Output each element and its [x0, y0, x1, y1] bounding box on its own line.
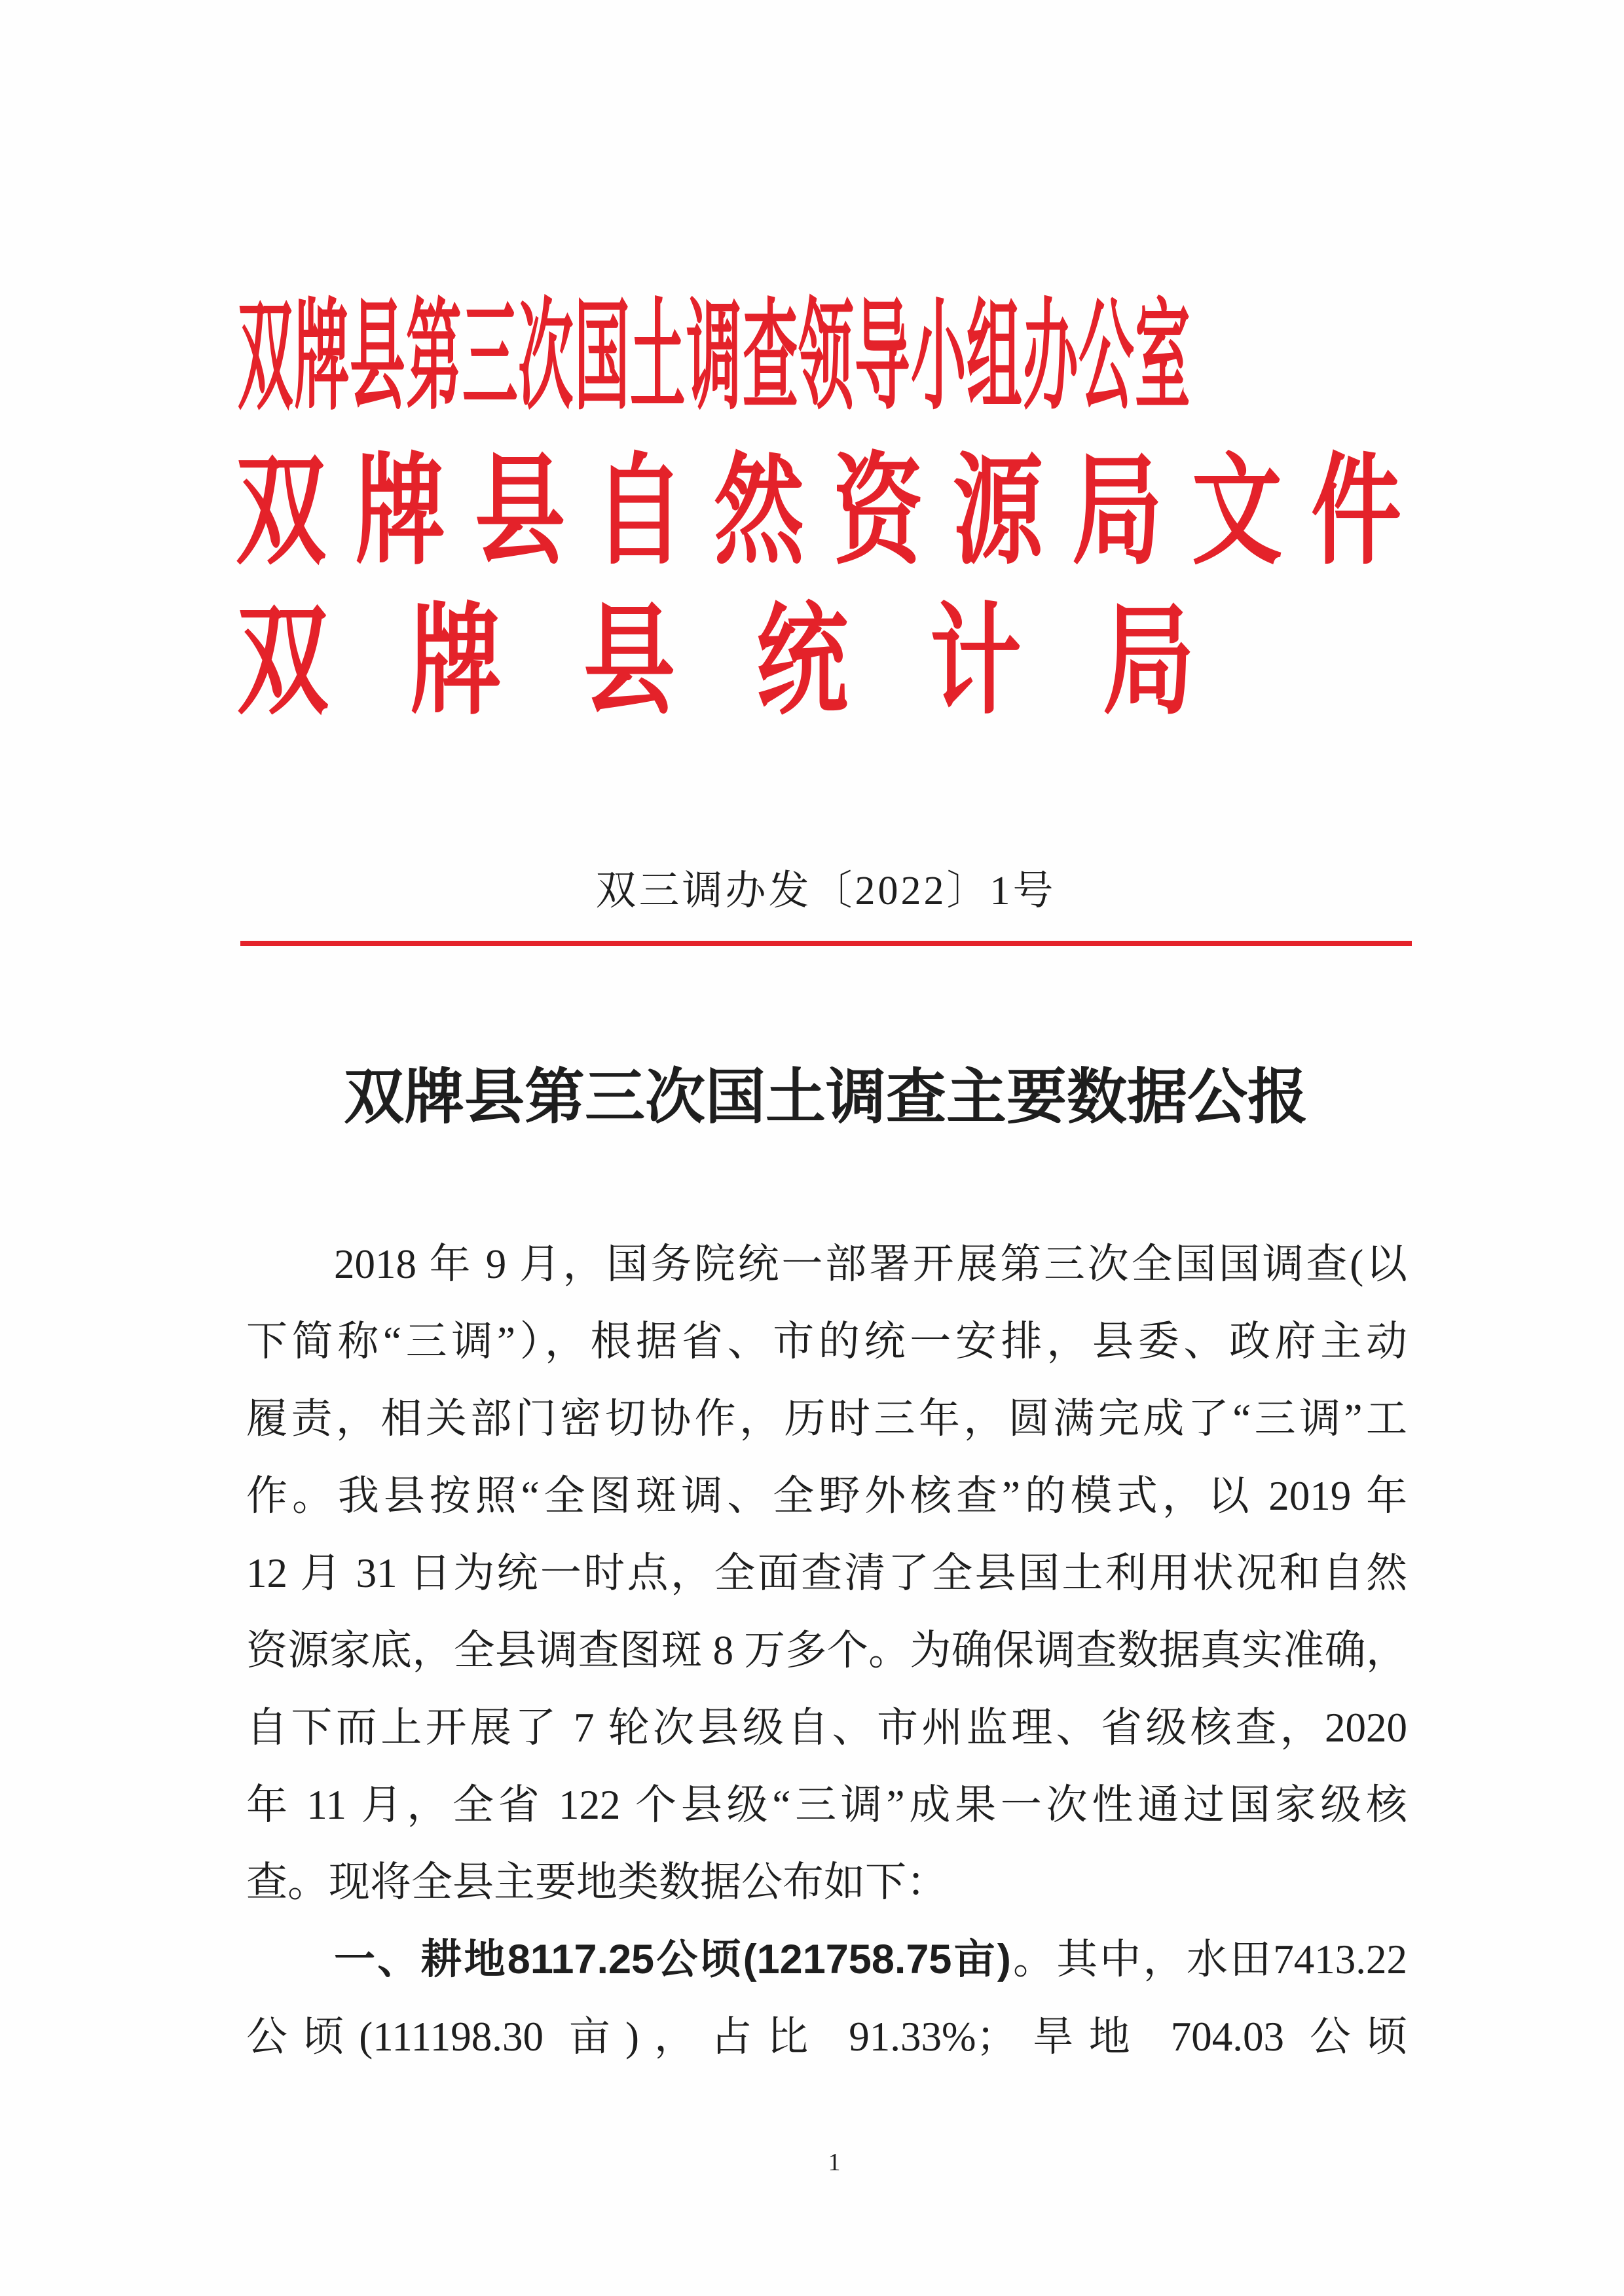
section-1-text: 。其中，水田7413.22 — [1010, 1937, 1407, 1982]
issuer-char: 国 — [574, 291, 630, 424]
section-1-heading: 一、耕地8117.25公顷(121758.75亩) — [334, 1937, 1011, 1982]
issuer-char: 牌 — [410, 595, 502, 729]
issuer-char: 县 — [583, 595, 675, 729]
red-divider-rule — [240, 941, 1412, 946]
issuer-char: 小 — [910, 291, 967, 424]
issuer-header-line-1 — [238, 291, 1190, 424]
body-line: 查。现将全县主要地类数据公布如下： — [246, 1859, 948, 1905]
issuer-header-line-3 — [237, 595, 1194, 729]
issuer-char: 文 — [1191, 445, 1282, 579]
body-line: 作。我县按照“全图斑调、全野外核查”的模式，以 2019 年 — [246, 1473, 1407, 1519]
issuer-char: 源 — [952, 445, 1043, 579]
document-number: 双三调办发〔2022〕1号 — [595, 869, 1056, 913]
issuer-char: 组 — [967, 291, 1022, 424]
issuer-char: 件 — [1310, 445, 1401, 579]
issuer-char: 局 — [1072, 445, 1163, 579]
issuer-char: 局 — [1102, 595, 1194, 729]
issuer-char: 次 — [518, 291, 574, 424]
issuer-char: 县 — [474, 445, 565, 579]
body-line: 自下而上开展了 7 轮次县级自、市州监理、省级核查，2020 — [246, 1705, 1407, 1751]
issuer-char: 自 — [594, 445, 685, 579]
issuer-char: 办 — [1022, 291, 1079, 424]
body-line: 公顷(111198.30 亩)，占比 91.33%；旱地 704.03 公顷 — [246, 2014, 1407, 2060]
body-line: 履责，相关部门密切协作，历时三年，圆满完成了“三调”工 — [246, 1396, 1407, 1442]
issuer-char: 三 — [462, 291, 518, 424]
body-line: 年 11 月，全省 122 个县级“三调”成果一次性通过国家级核 — [246, 1782, 1407, 1828]
issuer-char: 调 — [686, 291, 742, 424]
section-1-first-line — [246, 1921, 1407, 1998]
issuer-char: 计 — [929, 595, 1022, 729]
issuer-char: 双 — [237, 595, 329, 729]
issuer-char: 统 — [756, 595, 849, 729]
body-line: 资源家底，全县调查图斑 8 万多个。为确保调查数据真实准确， — [246, 1628, 1407, 1673]
issuer-char: 双 — [238, 291, 293, 424]
page-number: 1 — [828, 2149, 841, 2176]
issuer-char: 室 — [1135, 291, 1190, 424]
document-title: 双牌县第三次国土调查主要数据公报 — [343, 1064, 1308, 1131]
body-line: 12 月 31 日为统一时点，全面查清了全县国土利用状况和自然 — [246, 1550, 1407, 1596]
issuer-char: 然 — [713, 445, 804, 579]
issuer-char: 导 — [854, 291, 910, 424]
issuer-char: 资 — [833, 445, 924, 579]
issuer-char: 双 — [236, 445, 327, 579]
issuer-char: 县 — [350, 291, 405, 424]
body-line: 2018 年 9 月，国务院统一部署开展第三次全国国调查(以 — [334, 1241, 1407, 1287]
issuer-char: 查 — [742, 291, 798, 424]
issuer-header-line-2 — [236, 445, 1401, 579]
issuer-char: 牌 — [355, 445, 446, 579]
issuer-char: 公 — [1079, 291, 1135, 424]
issuer-char: 第 — [405, 291, 462, 424]
issuer-char: 土 — [630, 291, 686, 424]
issuer-char: 牌 — [293, 291, 350, 424]
body-line: 下简称“三调”），根据省、市的统一安排，县委、政府主动 — [246, 1319, 1407, 1364]
issuer-char: 领 — [798, 291, 854, 424]
